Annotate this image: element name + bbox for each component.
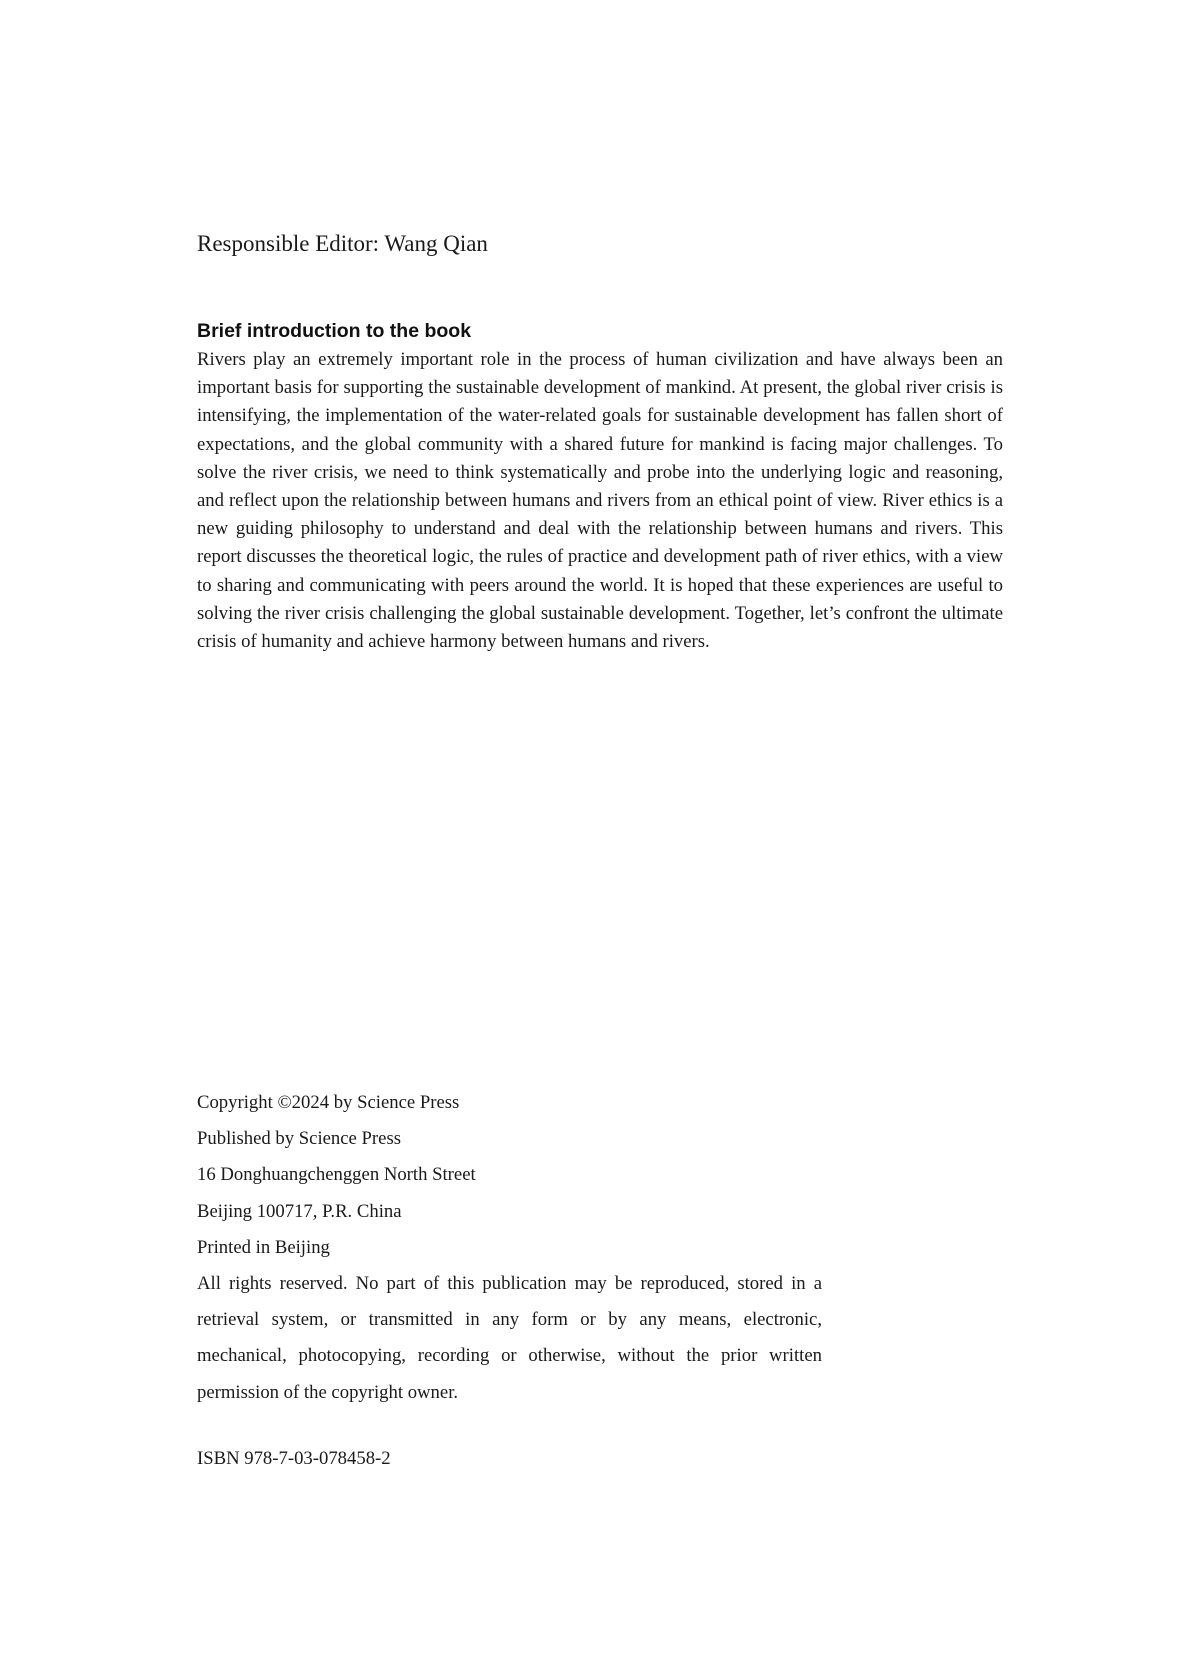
publisher-street: 16 Donghuangchenggen North Street [197, 1164, 476, 1186]
intro-paragraph: Rivers play an extremely important role in the process of human civilization and have always been an important basis for supporting the sustainable development of mankind. At present, the global river crisis is intensifying, the implementation of the water-related goals for sustainable development has fallen short of expectations, and the global community with a shared future for mankind is facing major challenges. To solve the river crisis, we need to think systematically and probe into the underlying logic and reasoning, and reflect upon the relationship between humans and rivers from an ethical point of view. River ethics is a new guiding philosophy to understand and deal with the relationship between humans and rivers. This report discusses the theoretical logic, the rules of practice and development path of river ethics, with a view to sharing and communicating with peers around the world. It is hoped that these experiences are useful to solving the river crisis challenging the global sustainable development. Together, let’s confront the ultimate crisis of humanity and achieve harmony between humans and rivers. [197, 349, 1003, 653]
copyright-block [197, 1085, 822, 1411]
isbn-number: ISBN 978-7-03-078458-2 [197, 1448, 391, 1469]
printed-in: Printed in Beijing [197, 1236, 330, 1258]
publisher-city: Beijing 100717, P.R. China [197, 1200, 402, 1222]
responsible-editor: Responsible Editor: Wang Qian [197, 231, 488, 256]
intro-heading: Brief introduction to the book [197, 320, 472, 342]
publisher-line: Published by Science Press [197, 1128, 401, 1150]
copyright-notice: Copyright ©2024 by Science Press [197, 1092, 460, 1113]
book-introduction [197, 318, 1003, 656]
rights-statement: All rights reserved. No part of this publication may be reproduced, stored in a retrieval system, or transmitted in any form or by any means, electronic, mechanical, photocopying, recording or otherwise, without the prior written permission of the copyright owner. [197, 1273, 822, 1403]
